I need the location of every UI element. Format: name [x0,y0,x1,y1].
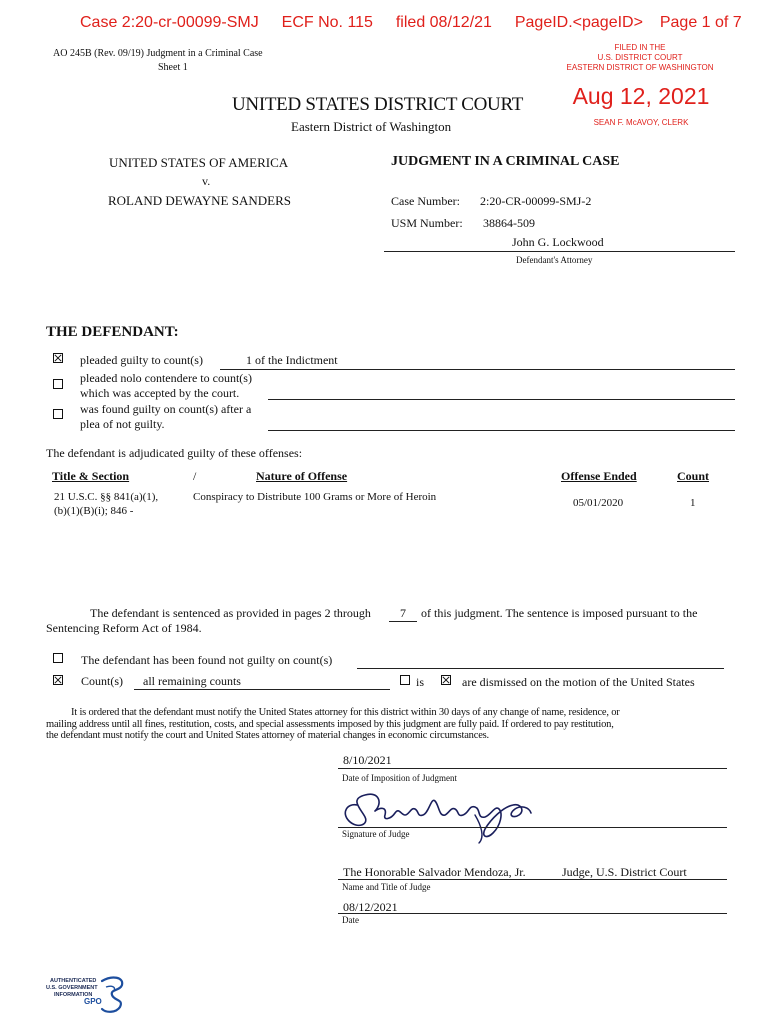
ecf-filed-date: filed 08/12/21 [395,14,492,31]
filed-stamp [560,43,720,73]
counts-value-line [134,689,390,690]
defendant-attorney-label: Defendant's Attorney [516,255,593,265]
found-guilty-line [268,430,735,431]
order-line-1: It is ordered that the defendant must notify the United States attorney for this district within 30 days of any change of name, residence, or [71,707,620,718]
offense-title-section-1: 21 U.S.C. §§ 841(a)(1), [54,491,159,503]
signature-date: 08/12/2021 [343,900,398,914]
plaintiff-name: UNITED STATES OF AMERICA [109,155,289,170]
defendant-heading: THE DEFENDANT: [46,324,179,340]
gpo-line-3: INFORMATION [54,992,93,998]
found-guilty-plea: plea of not guilty. [80,417,165,431]
sentence-text-1: The defendant is sentenced as provided in pages 2 through [90,606,371,620]
not-guilty-line [357,668,724,669]
nolo-contendere-checkbox[interactable] [53,379,63,389]
are-dismissed-checkbox[interactable] [441,675,451,685]
defendant-attorney-name: John G. Lockwood [512,235,604,249]
sentence-pages-line [389,621,417,622]
signature-line [338,827,727,828]
judgment-title: JUDGMENT IN A CRIMINAL CASE [391,154,620,169]
judge-name: The Honorable Salvador Mendoza, Jr. [343,865,526,879]
pleaded-guilty-checkbox[interactable] [53,353,63,363]
counts-dismissed-checkbox[interactable] [53,675,63,685]
adjudicated-text: The defendant is adjudicated guilty of these offenses: [46,446,303,460]
court-district: Eastern District of Washington [291,119,452,134]
gpo-eagle-icon [98,975,128,1015]
gpo-line-2: U.S. GOVERNMENT [46,985,98,991]
stamp-line-3: EASTERN DISTRICT OF WASHINGTON [566,63,714,72]
stamp-date: Aug 12, 2021 [572,83,710,109]
signature-date-line [338,913,727,914]
signature-date-label: Date [342,915,359,925]
versus: v. [202,174,211,188]
imposition-date: 8/10/2021 [343,753,392,767]
stamp-line-2: U.S. DISTRICT COURT [597,53,683,62]
offense-header-ended: Offense Ended [561,469,637,483]
gpo-line-1: AUTHENTICATED [50,978,97,984]
sentence-pages: 7 [400,606,406,620]
ecf-page-number: Page 1 of 7 [659,14,742,31]
court-name: UNITED STATES DISTRICT COURT [232,94,524,115]
offense-count: 1 [690,497,696,509]
sentence-text-2: of this judgment. The sentence is imposed pursuant to the [421,606,698,620]
judge-name-line [338,879,727,880]
not-guilty-label: The defendant has been found not guilty on count(s) [81,653,333,667]
offense-nature: Conspiracy to Distribute 100 Grams or More of Heroin [193,491,437,503]
gpo-mark: GPO [84,997,102,1006]
usm-number-value: 38864-509 [483,216,535,230]
counts-label: Count(s) [81,674,123,688]
are-dismissed-label: are dismissed on the motion of the United States [462,675,695,689]
gpo-authentication-logo [40,975,140,1015]
counts-value: all remaining counts [143,674,241,688]
ecf-page-id: PageID.<pageID> [514,14,643,31]
offense-header-nature: Nature of Offense [256,469,348,483]
ecf-case-number: Case 2:20-cr-00099-SMJ [80,14,259,31]
offense-header-title: Title & Section [52,469,130,483]
imposition-date-label: Date of Imposition of Judgment [342,773,457,783]
attorney-line [384,251,735,252]
sentence-text-3: Sentencing Reform Act of 1984. [46,621,202,635]
nolo-contendere-line [268,399,735,400]
order-paragraph [46,707,620,742]
stamp-line-1: FILED IN THE [614,43,666,52]
judge-title: Judge, U.S. District Court [562,865,687,879]
offense-title-section-2: (b)(1)(B)(i); 846 - [54,505,134,517]
case-number-label: Case Number: [391,194,460,208]
pleaded-guilty-line [220,369,735,370]
found-guilty-label: was found guilty on count(s) after a [80,402,252,416]
form-number: AO 245B (Rev. 09/19) Judgment in a Criminal Case [53,48,263,59]
pleaded-guilty-counts: 1 of the Indictment [246,353,338,367]
nolo-contendere-label: pleaded nolo contendere to count(s) [80,371,252,385]
stamp-clerk: SEAN F. McAVOY, CLERK [593,118,689,127]
usm-number-label: USM Number: [391,216,463,230]
pleaded-guilty-label: pleaded guilty to count(s) [80,353,203,367]
judge-name-label: Name and Title of Judge [342,882,431,892]
offense-header-slash: / [193,469,197,483]
ecf-number: ECF No. 115 [281,14,373,31]
form-sheet: Sheet 1 [158,62,188,73]
order-line-2: mailing address until all fines, restitution, costs, and special assessments imposed by this judgment are fully paid. If ordered to pay restitution, [46,718,614,730]
offense-header-count: Count [677,469,710,483]
order-line-3: the defendant must notify the court and United States attorney of material changes in economic circumstances. [46,730,489,741]
offense-ended: 05/01/2020 [573,497,624,509]
case-number-value: 2:20-CR-00099-SMJ-2 [480,194,592,208]
defendant-name: ROLAND DEWAYNE SANDERS [108,193,291,208]
is-label: is [416,675,425,689]
found-guilty-checkbox[interactable] [53,409,63,419]
ecf-header [80,14,742,32]
not-guilty-checkbox[interactable] [53,653,63,663]
imposition-date-line [338,768,727,769]
signature-label: Signature of Judge [342,829,410,839]
nolo-contendere-accepted: which was accepted by the court. [80,386,240,400]
is-checkbox[interactable] [400,675,410,685]
